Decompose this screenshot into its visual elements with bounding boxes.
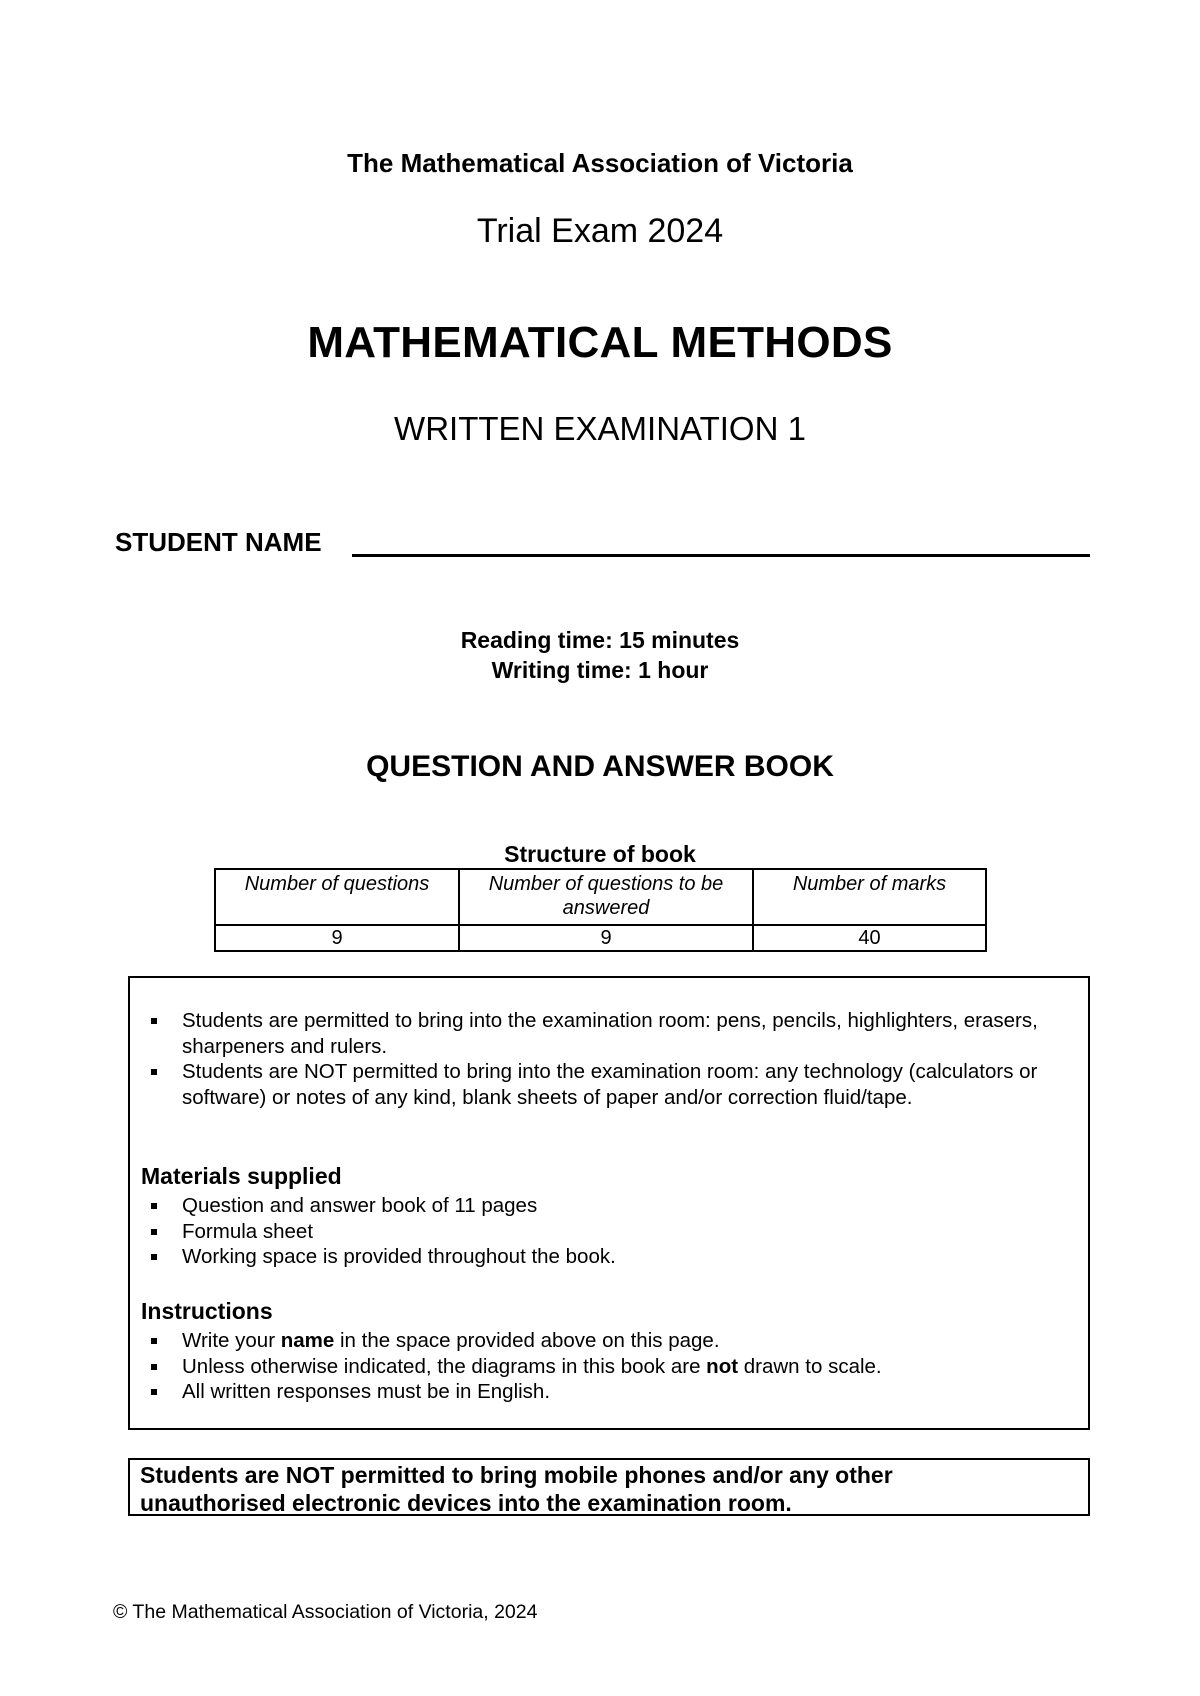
list-item: Formula sheet xyxy=(130,1219,1070,1245)
text-segment: Write your xyxy=(182,1329,281,1352)
table-cell: 9 xyxy=(459,925,753,951)
table-cell: 40 xyxy=(753,925,986,951)
table-header-cell: Number of marks xyxy=(753,869,986,925)
book-title: QUESTION AND ANSWER BOOK xyxy=(366,750,834,783)
table-row xyxy=(215,925,986,951)
trial-exam-title: Trial Exam 2024 xyxy=(476,212,724,250)
materials-heading: Materials supplied xyxy=(141,1163,342,1189)
text-segment: Unless otherwise indicated, the diagrams in this book are xyxy=(182,1354,707,1378)
table-cell: 9 xyxy=(215,925,459,951)
warning-line: unauthorised electronic devices into the examination room. xyxy=(140,1490,792,1516)
list-item xyxy=(130,1354,1070,1380)
emphasis-text: name xyxy=(280,1329,335,1352)
structure-table xyxy=(214,868,987,952)
warning-box xyxy=(128,1458,1090,1516)
materials-list xyxy=(130,1193,1070,1270)
list-item: Question and answer book of 11 pages xyxy=(130,1193,1070,1219)
writing-time: Writing time: 1 hour xyxy=(491,657,709,683)
list-item: Students are NOT permitted to bring into the examination room: any technology (calculators or software) or notes of any kind, blank sheets of paper and/or correction fluid/tape. xyxy=(130,1059,1070,1110)
warning-line: Students are NOT permitted to bring mobile phones and/or any other xyxy=(140,1462,893,1488)
structure-title: Structure of book xyxy=(504,841,696,867)
exam-title: WRITTEN EXAMINATION 1 xyxy=(394,410,806,447)
subject-title: MATHEMATICAL METHODS xyxy=(307,318,893,367)
student-name-line[interactable] xyxy=(352,554,1090,557)
student-name-label: STUDENT NAME xyxy=(115,527,322,557)
instructions-box xyxy=(128,976,1090,1430)
organisation-title: The Mathematical Association of Victoria xyxy=(347,148,853,178)
list-item: All written responses must be in English. xyxy=(130,1379,1070,1405)
text-segment: drawn to scale. xyxy=(738,1354,882,1378)
reading-time: Reading time: 15 minutes xyxy=(460,627,740,653)
list-item: Students are permitted to bring into the examination room: pens, pencils, highlighters, erasers, sharpeners and rulers. xyxy=(130,1008,1070,1059)
instructions-heading: Instructions xyxy=(141,1298,273,1324)
table-header-cell: Number of questions to be answered xyxy=(459,869,753,925)
list-item xyxy=(130,1328,1070,1354)
permissions-list xyxy=(130,1008,1070,1110)
instructions-list xyxy=(130,1328,1070,1405)
copyright-notice: © The Mathematical Association of Victoria, 2024 xyxy=(113,1601,538,1623)
list-item: Working space is provided throughout the book. xyxy=(130,1244,1070,1270)
table-header-cell: Number of questions xyxy=(215,869,459,925)
table-header-row xyxy=(215,869,986,925)
text-segment: in the space provided above on this page. xyxy=(334,1329,720,1352)
emphasis-text: not xyxy=(706,1354,739,1378)
